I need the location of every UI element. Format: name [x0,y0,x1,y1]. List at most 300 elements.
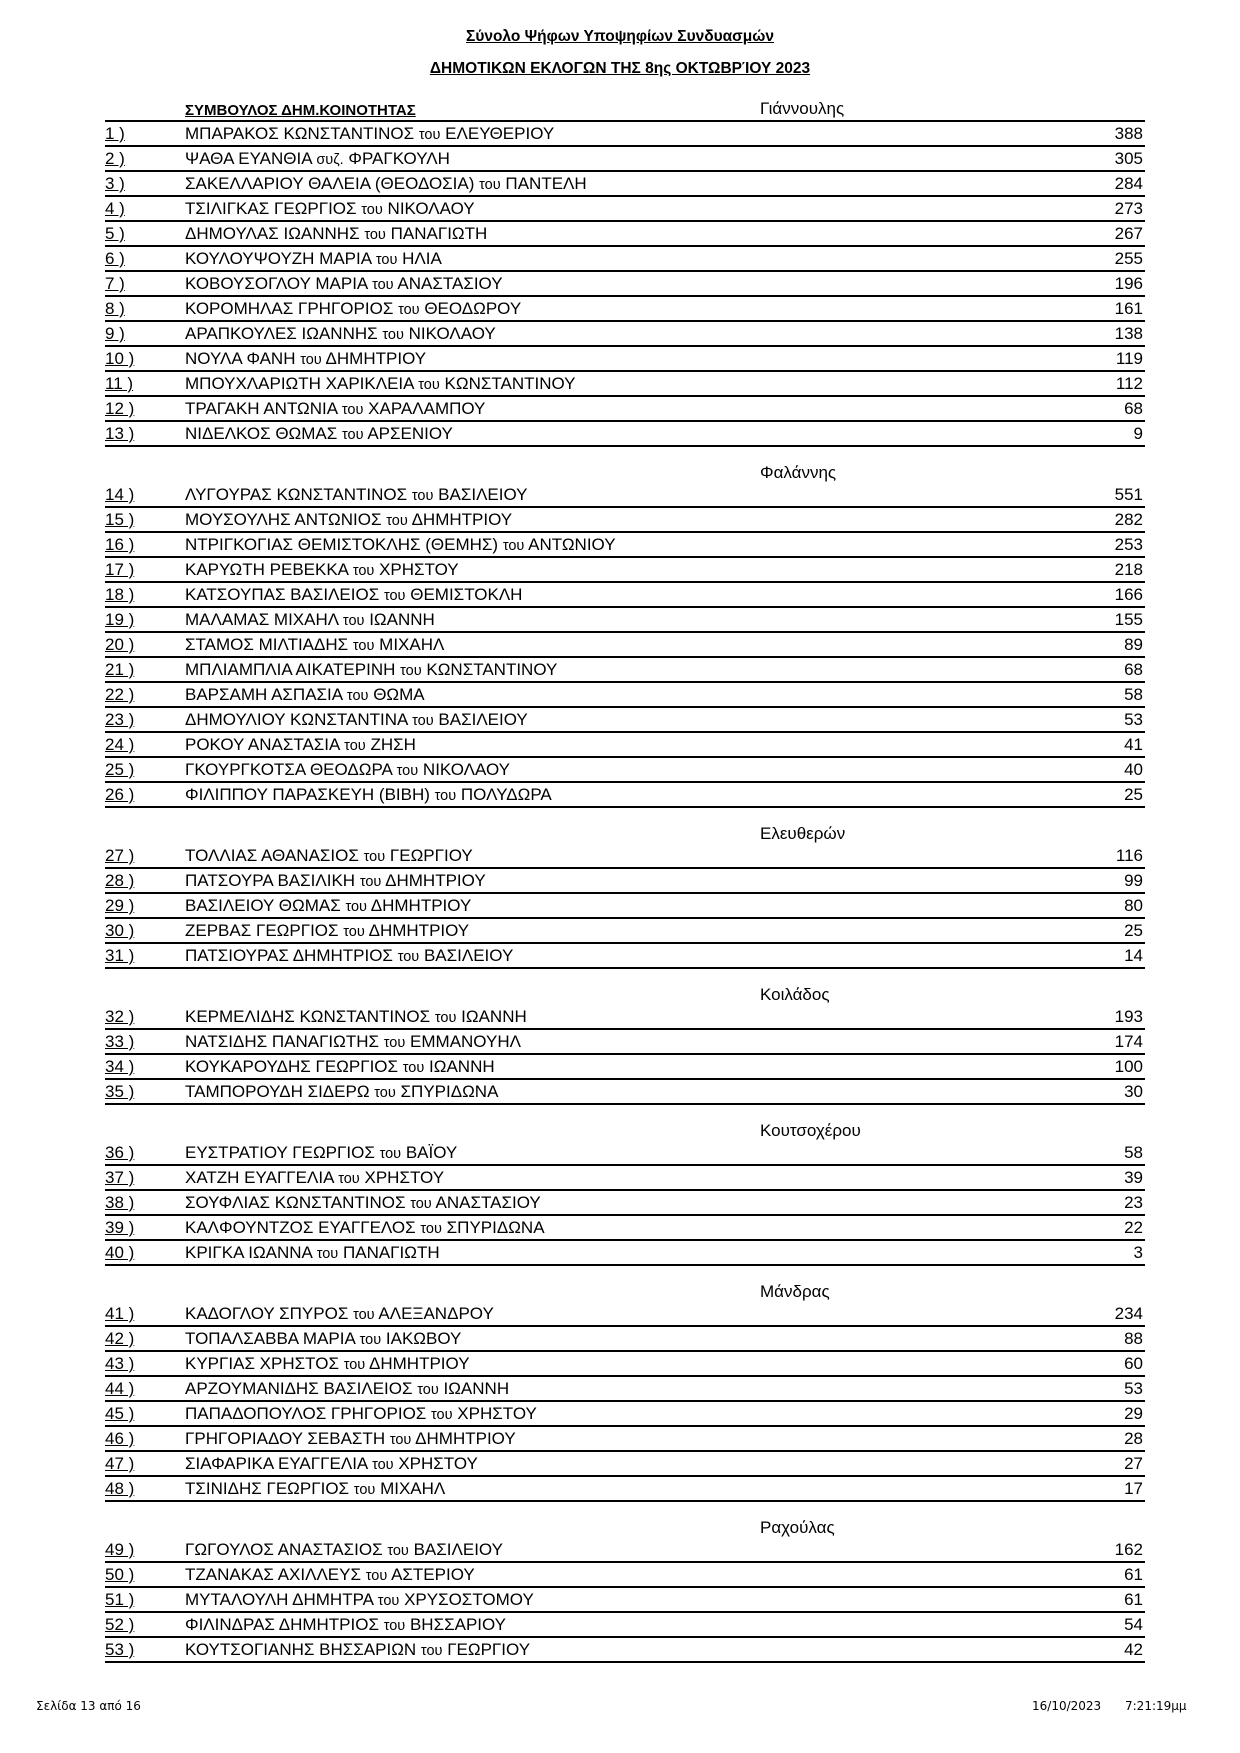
candidate-surname-given: ΚΕΡΜΕΛΙΔΗΣ ΚΩΝΣΤΑΝΤΙΝΟΣ [185,1007,431,1026]
parent-name: ΔΗΜΗΤΡΙΟΥ [368,921,470,940]
relation-label: του [383,588,406,604]
parent-name: ΧΡΥΣΟΣΤΟΜΟΥ [404,1590,534,1609]
parent-name: ΒΑΣΙΛΕΙΟΥ [423,946,514,965]
row-number: 10 ) [105,349,135,368]
candidate-surname-given: ΠΑΠΑΔΟΠΟΥΛΟΣ ΓΡΗΓΟΡΙΟΣ [185,1404,427,1423]
section-title: Κοιλάδος [760,985,830,1004]
parent-name: ΗΛΙΑ [402,249,442,268]
relation-label: του [352,563,375,579]
candidate-surname-given: ΣΟΥΦΛΙΑΣ ΚΩΝΣΤΑΝΤΙΝΟΣ [185,1193,406,1212]
table-row [105,583,1145,608]
relation-label: του [418,377,440,393]
vote-count: 100 [1114,1057,1143,1076]
parent-name: ΔΗΜΗΤΡΙΟΥ [370,896,472,915]
relation-label: του [417,1382,439,1398]
section-title: Μάνδρας [760,1282,830,1301]
vote-count: 155 [1114,610,1143,629]
candidate-surname-given: ΜΥΤΑΛΟΥΛΗ ΔΗΜΗΤΡΑ [185,1590,374,1609]
candidate-surname-given: ΚΥΡΓΙΑΣ ΧΡΗΣΤΟΣ [185,1354,339,1373]
row-number: 38 ) [105,1193,135,1212]
table-row [105,633,1145,658]
section-header [105,1119,1145,1141]
candidate-name [185,1166,444,1191]
relation-label: του [377,1593,400,1609]
table-row [105,1005,1145,1030]
candidate-name [185,1563,475,1588]
candidate-surname-given: ΚΑΔΟΓΛΟΥ ΣΠΥΡΟΣ [185,1304,349,1323]
relation-label: του [420,1643,443,1659]
parent-name: ΒΑΣΙΛΕΙΟΥ [413,1540,503,1559]
table-row [105,733,1145,758]
relation-label: του [387,1543,409,1559]
section-header [105,822,1145,844]
candidate-name [185,1055,495,1080]
row-number: 30 ) [105,921,135,940]
row-number: 19 ) [105,610,135,629]
relation-label: του [300,352,322,368]
candidate-surname-given: ΡΟΚΟΥ ΑΝΑΣΤΑΣΙΑ [185,735,340,754]
row-number: 24 ) [105,735,135,754]
candidate-surname-given: ΤΖΑΝΑΚΑΣ ΑΧΙΛΛΕΥΣ [185,1565,361,1584]
section-header [105,1280,1145,1302]
row-number: 4 ) [105,199,125,218]
candidate-surname-given: ΜΠΛΙΑΜΠΛΙΑ ΑΙΚΑΤΕΡΙΝΗ [185,660,396,679]
candidate-name [185,919,469,944]
candidate-surname-given: ΨΑΘΑ ΕΥΑΝΘΙΑ [185,149,312,168]
table-row [105,1538,1145,1563]
parent-name: ΒΗΣΣΑΡΙΟΥ [409,1615,507,1634]
row-number: 45 ) [105,1404,135,1423]
section-gap [105,447,1145,461]
relation-label: του [431,1407,453,1423]
vote-count: 27 [1124,1454,1143,1473]
candidate-name [185,708,528,733]
row-number: 47 ) [105,1454,135,1473]
parent-name: ΠΑΝΑΓΙΩΤΗ [390,224,488,243]
candidate-surname-given: ΣΙΑΦΑΡΙΚΑ ΕΥΑΓΓΕΛΙΑ [185,1454,368,1473]
candidate-surname-given: ΠΑΤΣΙΟΥΡΑΣ ΔΗΜΗΤΡΙΟΣ [185,946,393,965]
relation-label: του [397,949,420,965]
candidate-name [185,222,487,247]
parent-name: ΖΗΣΗ [370,735,416,754]
candidate-name [185,147,450,172]
parent-name: ΕΛΕΥΘΕΡΙΟΥ [445,124,555,143]
candidate-surname-given: ΝΑΤΣΙΔΗΣ ΠΑΝΑΓΙΩΤΗΣ [185,1032,380,1051]
relation-label: του [386,513,408,529]
vote-count: 25 [1124,921,1143,940]
parent-name: ΑΣΤΕΡΙΟΥ [391,1565,475,1584]
candidate-name [185,1141,457,1166]
candidate-name [185,1352,470,1377]
relation-label: του [343,924,365,940]
parent-name: ΧΡΗΣΤΟΥ [364,1168,445,1187]
vote-count: 80 [1124,896,1143,915]
row-number: 15 ) [105,510,135,529]
parent-name: ΘΩΜΑ [373,685,425,704]
parent-name: ΝΙΚΟΛΑΟΥ [387,199,475,218]
vote-count: 138 [1114,324,1143,343]
candidate-name [185,1452,478,1477]
parent-name: ΦΡΑΓΚΟΥΛΗ [348,149,450,168]
section-header [105,983,1145,1005]
vote-count: 234 [1114,1304,1143,1323]
relation-label: του [418,127,441,143]
relation-label: του [338,1171,360,1187]
candidate-surname-given: ΖΕΡΒΑΣ ΓΕΩΡΓΙΟΣ [185,921,339,940]
row-number: 11 ) [105,374,134,393]
row-number: 49 ) [105,1540,135,1559]
section-gap [105,969,1145,983]
row-number: 33 ) [105,1032,135,1051]
relation-label: του [383,1035,406,1051]
table-row [105,347,1145,372]
row-number: 46 ) [105,1429,135,1448]
parent-name: ΧΡΗΣΤΟΥ [398,1454,478,1473]
table-row [105,708,1145,733]
candidate-name [185,633,444,658]
relation-label: του [410,1196,432,1212]
candidate-name [185,558,459,583]
table-row [105,683,1145,708]
parent-name: ΔΗΜΗΤΡΙΟΥ [325,349,427,368]
table-row [105,197,1145,222]
table-row [105,272,1145,297]
table-row [105,1030,1145,1055]
candidate-name [185,297,521,322]
candidate-name [185,1477,445,1502]
table-row [105,1191,1145,1216]
relation-label: του [379,1146,402,1162]
parent-name: ΓΕΩΡΓΙΟΥ [389,846,473,865]
relation-label: του [372,277,394,293]
parent-name: ΙΩΑΝΝΗ [461,1007,527,1026]
vote-count: 88 [1124,1329,1143,1348]
candidate-name [185,1638,530,1663]
vote-count: 273 [1114,199,1143,218]
table-row [105,322,1145,347]
candidate-surname-given: ΓΩΓΟΥΛΟΣ ΑΝΑΣΤΑΣΙΟΣ [185,1540,383,1559]
row-number: 31 ) [105,946,135,965]
table-row [105,1216,1145,1241]
table-row [105,1377,1145,1402]
relation-label: του [359,874,382,890]
candidate-surname-given: ΚΑΡΥΩΤΗ ΡΕΒΕΚΚΑ [185,560,349,579]
document-title: Σύνολο Ψήφων Υποψηφίων Συνδυασμών [466,28,774,45]
parent-name: ΜΙΧΑΗΛ [380,1479,446,1498]
print-time: 7:21:19μμ [1125,1699,1187,1713]
vote-count: 58 [1124,685,1143,704]
page-number: Σελίδα 13 από 16 [36,1699,141,1713]
parent-name: ΑΝΑΣΤΑΣΙΟΥ [435,1193,541,1212]
row-number: 5 ) [105,224,125,243]
candidate-name [185,783,552,808]
row-number: 40 ) [105,1243,135,1262]
row-number: 9 ) [105,324,125,343]
table-row [105,372,1145,397]
candidate-surname-given: ΣΤΑΜΟΣ ΜΙΛΤΙΑΔΗΣ [185,635,349,654]
relation-label: συζ. [316,152,344,168]
vote-count: 3 [1133,1243,1143,1262]
row-number: 26 ) [105,785,135,804]
candidate-name [185,1327,461,1352]
candidate-surname-given: ΒΑΡΣΑΜΗ ΑΣΠΑΣΙΑ [185,685,343,704]
row-number: 37 ) [105,1168,135,1187]
vote-count: 68 [1124,660,1143,679]
vote-count: 9 [1133,424,1143,443]
relation-label: του [402,1060,425,1076]
row-number: 29 ) [105,896,135,915]
relation-label: του [434,1010,457,1026]
candidate-surname-given: ΚΡΙΓΚΑ ΙΩΑΝΝΑ [185,1243,312,1262]
table-row [105,508,1145,533]
relation-label: του [352,638,375,654]
candidate-name [185,272,503,297]
row-number: 32 ) [105,1007,135,1026]
relation-label: του [363,849,386,865]
row-number: 28 ) [105,871,135,890]
results-table [105,100,1145,1663]
table-row [105,1055,1145,1080]
row-number: 42 ) [105,1329,135,1348]
candidate-name [185,1241,440,1266]
table-row [105,122,1145,147]
row-number: 52 ) [105,1615,135,1634]
section-title: Φαλάννης [760,463,837,482]
candidate-name [185,322,496,347]
relation-label: του [343,1357,366,1373]
table-row [105,422,1145,447]
vote-count: 162 [1114,1540,1143,1559]
section-gap [105,1502,1145,1516]
candidate-surname-given: ΕΥΣΤΡΑΤΙΟΥ ΓΕΩΡΓΙΟΣ [185,1143,375,1162]
table-row [105,533,1145,558]
candidate-name [185,533,616,558]
vote-count: 166 [1114,585,1143,604]
candidate-name [185,1427,516,1452]
row-number: 39 ) [105,1218,135,1237]
candidate-name [185,1191,541,1216]
table-row [105,608,1145,633]
table-row [105,783,1145,808]
vote-count: 282 [1114,510,1143,529]
table-row [105,1352,1145,1377]
parent-name: ΔΗΜΗΤΡΙΟΥ [369,1354,470,1373]
relation-label: του [344,738,366,754]
vote-count: 99 [1124,871,1143,890]
parent-name: ΠΑΝΑΓΙΩΤΗ [342,1243,440,1262]
parent-name: ΜΙΧΑΗΛ [379,635,445,654]
candidate-name [185,483,528,508]
vote-count: 193 [1114,1007,1143,1026]
table-row [105,1588,1145,1613]
candidate-surname-given: ΔΗΜΟΥΛΑΣ ΙΩΑΝΝΗΣ [185,224,360,243]
vote-count: 39 [1124,1168,1143,1187]
relation-label: του [359,1332,382,1348]
candidate-name [185,658,557,683]
table-row [105,844,1145,869]
candidate-name [185,944,513,969]
candidate-surname-given: ΜΟΥΣΟΥΛΗΣ ΑΝΤΩΝΙΟΣ [185,510,382,529]
vote-count: 17 [1124,1479,1143,1498]
vote-count: 253 [1114,535,1143,554]
candidate-name [185,869,486,894]
relation-label: του [353,1307,375,1323]
vote-count: 22 [1124,1218,1143,1237]
table-row [105,1402,1145,1427]
vote-count: 58 [1124,1143,1143,1162]
candidate-surname-given: ΓΡΗΓΟΡΙΑΔΟΥ ΣΕΒΑΣΤΗ [185,1429,386,1448]
relation-label: του [382,327,404,343]
vote-count: 161 [1114,299,1143,318]
row-number: 22 ) [105,685,135,704]
section-header [105,461,1145,483]
candidate-name [185,683,425,708]
row-number: 20 ) [105,635,135,654]
row-number: 41 ) [105,1304,135,1323]
candidate-name [185,422,453,447]
relation-label: του [479,177,501,193]
table-row [105,658,1145,683]
candidate-name [185,347,426,372]
relation-label: του [389,1432,412,1448]
parent-name: ΙΩΑΝΝΗ [443,1379,510,1398]
relation-label: του [365,1568,388,1584]
parent-name: ΑΛΕΞΑΝΔΡΟΥ [378,1304,494,1323]
relation-label: του [375,252,398,268]
candidate-name [185,1588,534,1613]
vote-count: 196 [1114,274,1143,293]
vote-count: 41 [1124,735,1143,754]
section-gap [105,808,1145,822]
vote-count: 60 [1124,1354,1143,1373]
row-number: 2 ) [105,149,125,168]
row-number: 18 ) [105,585,135,604]
vote-count: 174 [1114,1032,1143,1051]
section-title: Κουτσοχέρου [760,1121,861,1140]
row-number: 51 ) [105,1590,135,1609]
table-row [105,1452,1145,1477]
relation-label: του [353,1482,376,1498]
parent-name: ΧΡΗΣΤΟΥ [457,1404,537,1423]
table-row [105,919,1145,944]
candidate-surname-given: ΝΟΥΛΑ ΦΑΝΗ [185,349,296,368]
parent-name: ΙΩΑΝΝΗ [429,1057,495,1076]
vote-count: 255 [1114,249,1143,268]
row-number: 36 ) [105,1143,135,1162]
table-row [105,1638,1145,1663]
candidate-surname-given: ΑΡΖΟΥΜΑΝΙΔΗΣ ΒΑΣΙΛΕΙΟΣ [185,1379,413,1398]
candidate-surname-given: ΚΟΒΟΥΣΟΓΛΟΥ ΜΑΡΙΑ [185,274,368,293]
candidate-surname-given: ΤΑΜΠΟΡΟΥΔΗ ΣΙΔΕΡΩ [185,1082,370,1101]
parent-name: ΧΡΗΣΤΟΥ [379,560,459,579]
table-row [105,894,1145,919]
row-number: 1 ) [105,124,125,143]
candidate-surname-given: ΒΑΣΙΛΕΙΟΥ ΘΩΜΑΣ [185,896,341,915]
section-gap [105,1105,1145,1119]
candidate-name [185,844,473,869]
vote-count: 61 [1124,1565,1143,1584]
relation-label: του [398,302,420,318]
column-header-label: ΣΥΜΒΟΥΛΟΣ ΔΗΜ.ΚΟΙΝΟΤΗΤΑΣ [185,102,416,119]
candidate-name [185,894,471,919]
vote-count: 30 [1124,1082,1143,1101]
relation-label: του [374,1085,396,1101]
row-number: 12 ) [105,399,135,418]
parent-name: ΑΝΑΣΤΑΣΙΟΥ [397,274,503,293]
parent-name: ΧΑΡΑΛΑΜΠΟΥ [368,399,486,418]
candidate-name [185,508,512,533]
vote-count: 61 [1124,1590,1143,1609]
candidate-surname-given: ΚΟΥΛΟΥΨΟΥΖΗ ΜΑΡΙΑ [185,249,372,268]
vote-count: 42 [1124,1640,1143,1659]
row-number: 6 ) [105,249,125,268]
table-row [105,1166,1145,1191]
candidate-surname-given: ΚΑΤΣΟΥΠΑΣ ΒΑΣΙΛΕΙΟΣ [185,585,380,604]
candidate-surname-given: ΝΙΔΕΛΚΟΣ ΘΩΜΑΣ [185,424,338,443]
candidate-name [185,1538,503,1563]
candidate-name [185,172,587,197]
vote-count: 89 [1124,635,1143,654]
relation-label: του [502,538,525,554]
table-row [105,1477,1145,1502]
section-title: Ραχούλας [760,1518,835,1537]
relation-label: του [383,1618,406,1634]
vote-count: 267 [1114,224,1143,243]
candidate-surname-given: ΚΑΛΦΟΥΝΤΖΟΣ ΕΥΑΓΓΕΛΟΣ [185,1218,416,1237]
candidate-surname-given: ΚΟΥΤΣΟΓΙΑΝΗΣ ΒΗΣΣΑΡΙΩΝ [185,1640,417,1659]
candidate-surname-given: ΛΥΓΟΥΡΑΣ ΚΩΝΣΤΑΝΤΙΝΟΣ [185,485,408,504]
parent-name: ΔΗΜΗΤΡΙΟΥ [411,510,513,529]
row-number: 53 ) [105,1640,135,1659]
parent-name: ΙΑΚΩΒΟΥ [385,1329,462,1348]
relation-label: του [345,899,367,915]
candidate-surname-given: ΜΑΛΑΜΑΣ ΜΙΧΑΗΛ [185,610,339,629]
table-row [105,1613,1145,1638]
column-header [105,100,1145,122]
candidate-name [185,1613,506,1638]
section-gap [105,1266,1145,1280]
print-date: 16/10/2023 [1032,1699,1102,1713]
parent-name: ΠΟΛΥΔΩΡΑ [460,785,552,804]
table-row [105,758,1145,783]
candidate-name [185,758,510,783]
row-number: 50 ) [105,1565,135,1584]
vote-count: 54 [1124,1615,1143,1634]
table-row [105,1327,1145,1352]
vote-count: 25 [1124,785,1143,804]
relation-label: του [434,788,457,804]
vote-count: 28 [1124,1429,1143,1448]
row-number: 44 ) [105,1379,135,1398]
relation-label: του [361,202,383,218]
row-number: 16 ) [105,535,135,554]
relation-label: του [372,1457,394,1473]
candidate-name [185,1402,537,1427]
table-row [105,397,1145,422]
table-row [105,1241,1145,1266]
candidate-surname-given: ΣΑΚΕΛΛΑΡΙΟΥ ΘΑΛΕΙΑ (ΘΕΟΔΟΣΙΑ) [185,174,475,193]
vote-count: 14 [1124,946,1143,965]
parent-name: ΘΕΜΙΣΤΟΚΛΗ [410,585,523,604]
vote-count: 551 [1114,485,1143,504]
candidate-name [185,1377,509,1402]
row-number: 43 ) [105,1354,135,1373]
candidate-surname-given: ΓΚΟΥΡΓΚΟΤΣΑ ΘΕΟΔΩΡΑ [185,760,392,779]
candidate-surname-given: ΤΣΙΝΙΔΗΣ ΓΕΩΡΓΙΟΣ [185,1479,350,1498]
section-title: Γιάννουλης [760,99,845,118]
document-subtitle: ΔΗΜΟΤΙΚΩΝ ΕΚΛΟΓΩΝ ΤΗΣ 8ης ΟΚΤΩΒΡΊΟΥ 2023 [429,60,811,77]
table-row [105,944,1145,969]
